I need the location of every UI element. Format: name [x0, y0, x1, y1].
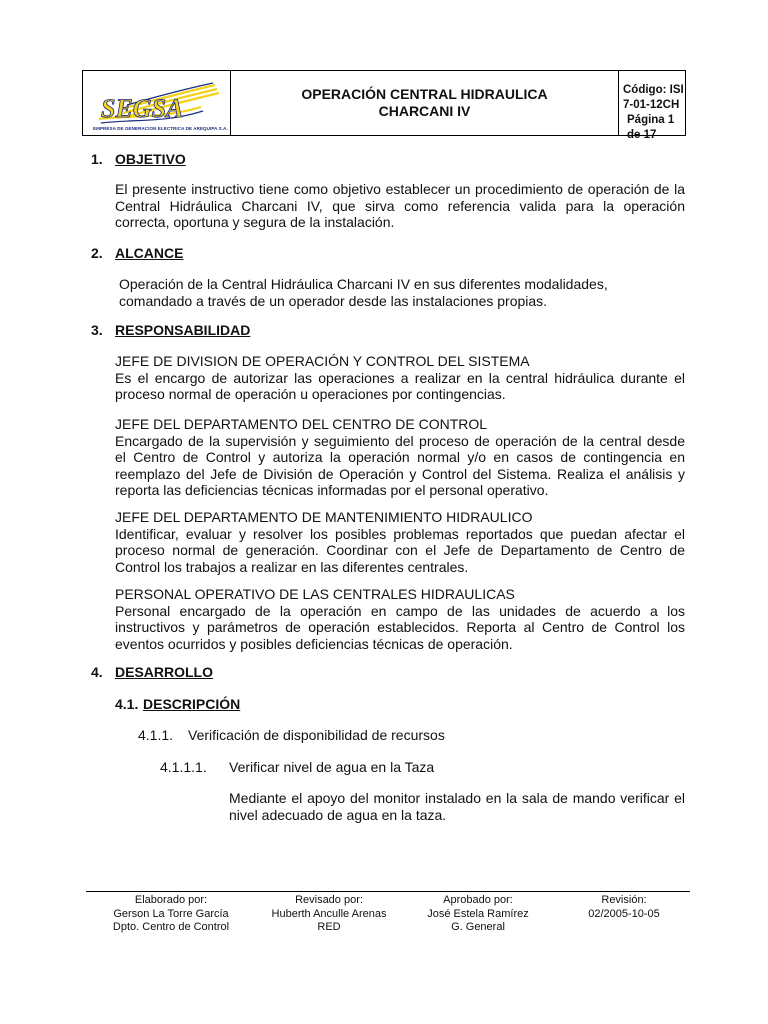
footer-label: Revisión: — [601, 894, 647, 906]
section-3-number: 3. — [91, 322, 103, 338]
footer-label: Elaborado por: — [134, 894, 208, 906]
paragraph-line: reporta las deficiencias técnicas informadas por el personal operativo. — [115, 482, 549, 498]
subsection-title: DESCRIPCIÓN — [143, 696, 241, 712]
document-header — [82, 70, 686, 141]
document-title-line-1: OPERACIÓN CENTRAL HIDRAULICA — [301, 86, 548, 102]
paragraph-line: Control los trabajos a realizar en las diferentes centrales. — [115, 558, 469, 575]
role-title: JEFE DEL DEPARTAMENTO DE MANTENIMIENTO HIDRAULICO — [115, 509, 533, 525]
footer-aprobado — [393, 894, 563, 935]
logo-text: SEGSA — [101, 94, 184, 123]
title-cell — [231, 71, 619, 135]
logo-subtitle: EMPRESA DE GENERACION ELECTRICA DE AREQUIPA S.A. — [93, 126, 228, 131]
footer-revision — [539, 894, 709, 921]
logo-cell — [83, 71, 231, 135]
paragraph-line: proceso normal de operación u operaciones por contingencias. — [115, 386, 506, 402]
paragraph-line: El presente instructivo tiene como objetivo establecer un procedimiento de operación de la — [115, 181, 685, 197]
footer-label: Aprobado por: — [443, 894, 513, 906]
paragraph-line: Mediante el apoyo del monitor instalado en la sala de mando verificar el — [229, 790, 685, 806]
footer-name: José Estela Ramírez — [427, 907, 529, 920]
footer-elaborado — [86, 894, 256, 935]
paragraph-line: proceso normal de generación. Coordinar con el Jefe de Departamento de Centro de — [115, 542, 685, 558]
company-logo — [91, 79, 223, 127]
footer-label: Revisado por: — [295, 894, 363, 906]
footer-name: Gerson La Torre García — [113, 907, 229, 920]
item-text: Verificación de disponibilidad de recursos — [188, 727, 445, 743]
section-4-title: DESARROLLO — [115, 664, 213, 680]
role-title: PERSONAL OPERATIVO DE LAS CENTRALES HIDRAULICAS — [115, 586, 515, 602]
section-1-title: OBJETIVO — [115, 151, 186, 167]
paragraph-line: Identificar, evaluar y resolver los posibles problemas reportados que puedan afectar el — [115, 525, 685, 542]
paragraph-line: Personal encargado de la operación en campo de las unidades de acuerdo a los — [115, 602, 685, 619]
paragraph-line: Operación de la Central Hidráulica Charcani IV en sus diferentes modalidades, — [119, 276, 608, 292]
paragraph-line: Es el encargo de autorizar las operaciones a realizar en la central hidráulica durante el — [115, 369, 685, 386]
subitem-number: 4.1.1.1. — [160, 759, 207, 775]
section-2-number: 2. — [91, 245, 103, 261]
subsection-number: 4.1. — [115, 696, 139, 712]
paragraph-line: comandado a través de un operador desde las instalaciones propias. — [119, 292, 548, 309]
footer-dept: G. General — [451, 921, 505, 933]
footer-dept: Dpto. Centro de Control — [112, 921, 230, 933]
footer-revisado — [244, 894, 414, 935]
role-title: JEFE DE DIVISION DE OPERACIÓN Y CONTROL DEL SISTEMA — [115, 353, 530, 369]
paragraph-line: Encargado de la supervisión y seguimiento del proceso de operación de la central desde — [115, 432, 685, 449]
page-number: Página 1 de 17 — [627, 114, 675, 141]
section-1-number: 1. — [91, 151, 103, 167]
footer-dept: RED — [317, 921, 341, 933]
section-2-title: ALCANCE — [115, 245, 184, 261]
footer-date: 02/2005-10-05 — [588, 907, 660, 920]
item-number: 4.1.1. — [138, 727, 174, 743]
document-code: Código: ISI 7-01-12CH — [623, 84, 684, 111]
section-4-number: 4. — [91, 664, 103, 680]
footer-name: Huberth Anculle Arenas — [271, 907, 387, 920]
role-title: JEFE DEL DEPARTAMENTO DEL CENTRO DE CONTROL — [115, 416, 488, 432]
paragraph-line: eventos ocurridos y posibles deficiencias técnicas de operación. — [115, 635, 513, 652]
paragraph-line: reemplazo del Jefe de División de Operación y Control del Sistema. Realiza el análisis y — [115, 465, 685, 482]
document-title-line-2: CHARCANI IV — [378, 103, 471, 119]
subitem-text: Verificar nivel de agua en la Taza — [229, 759, 435, 775]
paragraph-line: Central Hidráulica Charcani IV, que sirva como referencia valida para la operación — [115, 197, 685, 214]
paragraph-line: nivel adecuado de agua en la taza. — [229, 806, 447, 823]
paragraph-line: correcta, oportuna y segura de la instalación. — [115, 214, 395, 230]
footer-divider — [86, 891, 690, 892]
section-3-title: RESPONSABILIDAD — [115, 322, 251, 338]
code-cell — [619, 71, 685, 141]
paragraph-line: el Centro de Control y autoriza la operación normal y/o en casos de contingencia en — [115, 449, 685, 465]
paragraph-line: instructivos y parámetros de operación establecidos. Reporta al Centro de Control los — [115, 619, 685, 635]
